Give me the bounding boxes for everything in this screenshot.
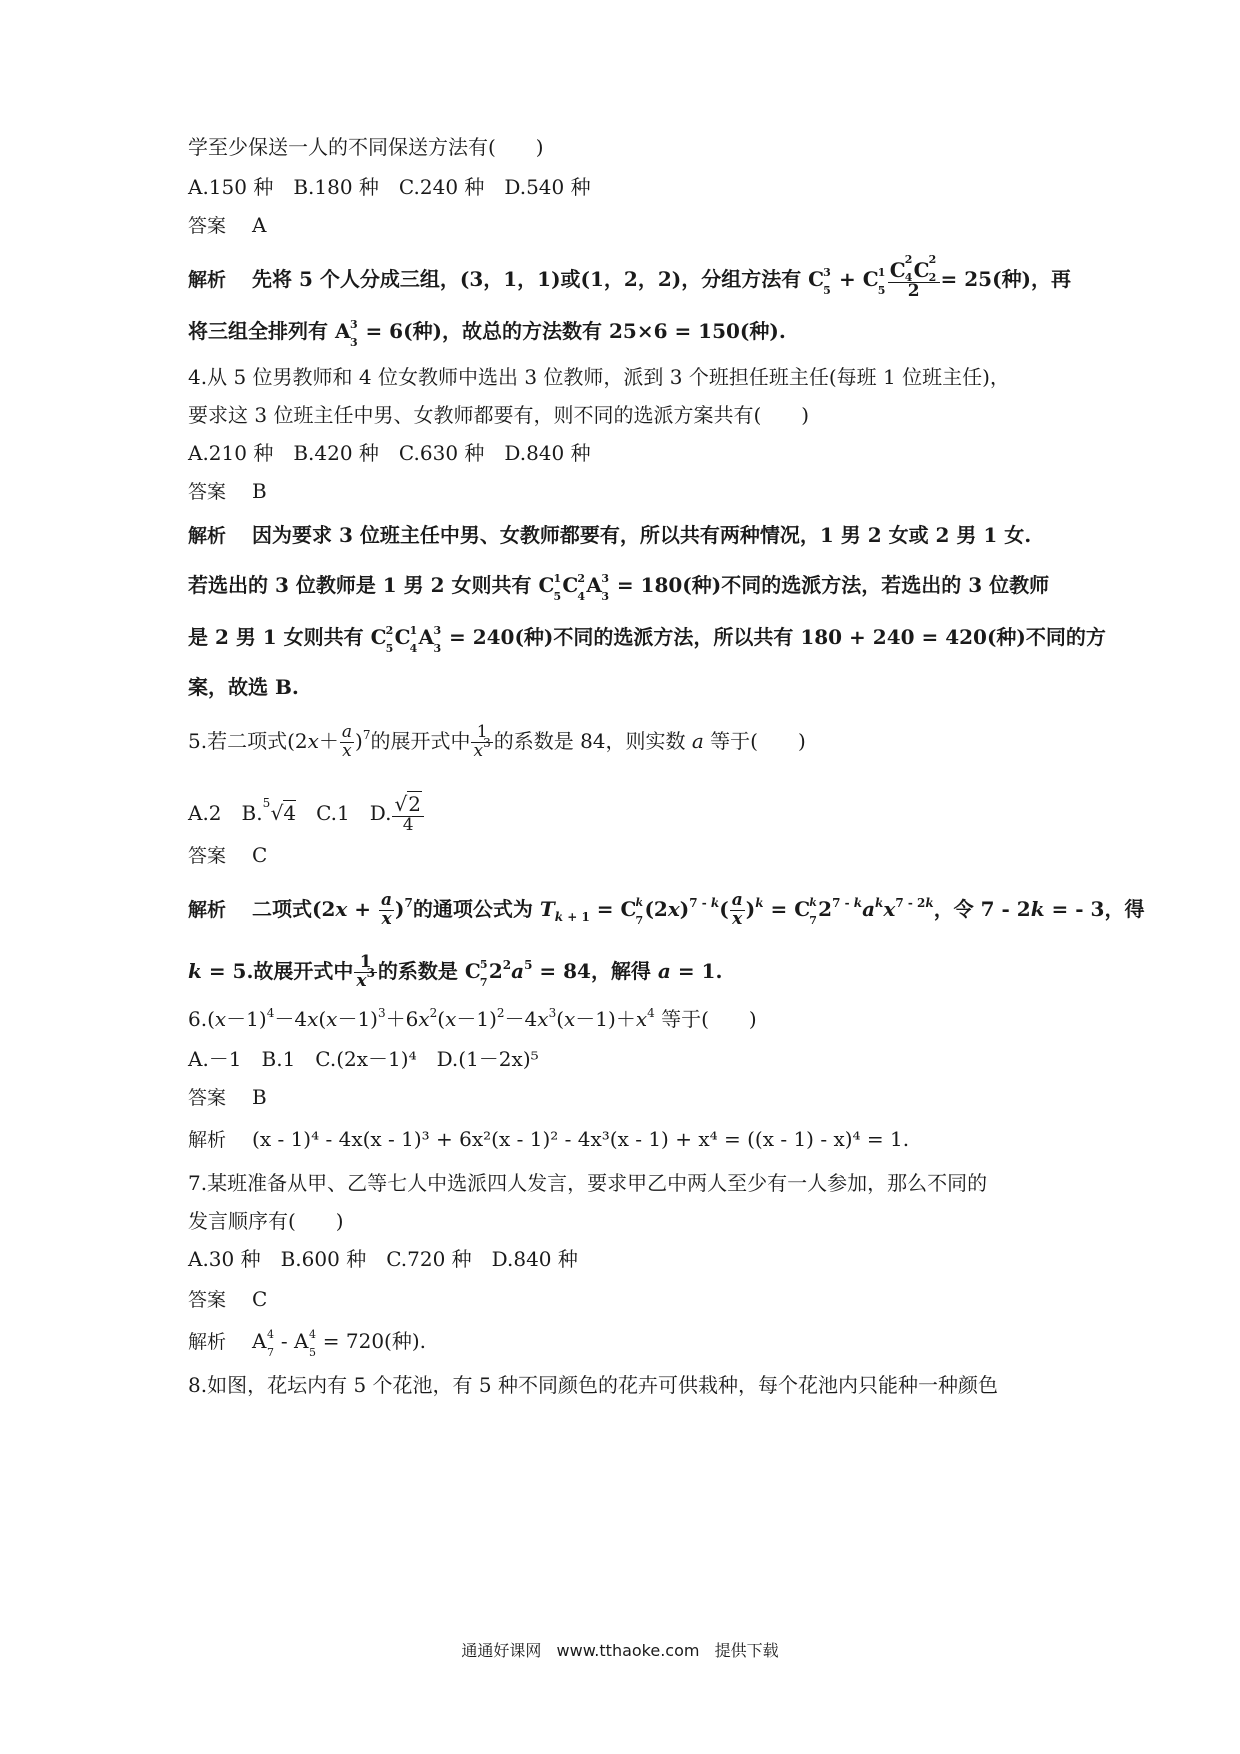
q5-options: A.2 B. 5 √4 C.1 D. $\frac{√2}{4}$	[188, 794, 425, 835]
answer-label: 答案	[188, 1087, 227, 1109]
answer-label: 答案	[188, 481, 227, 503]
q4-options: A.210 种 B.420 种 C.630 种 D.840 种	[188, 441, 591, 465]
math-combination: C 1 5	[862, 265, 886, 297]
q5-analysis-line1: 解析 二项式(2x + $\frac{a}{x}$ )$^7$的通项公式为 $T_{k + 1} = C$ k 7 $(2x)^{7 - k}$( $\frac{a}{x}$ )$^k$ = C k 7 $2^{7 - k}a^kx^{7 - 2k}$，令 7 - 2k = - 3，得	[188, 890, 1145, 929]
answer-value: C	[252, 1287, 268, 1311]
q3-options: A.150 种 B.180 种 C.240 种 D.540 种	[188, 175, 591, 199]
q4-analysis-line2: 若选出的 3 位教师是 1 男 2 女则共有 C 1 5 C 2 4 A 3 3 = 180(种)不同的选派方法，若选出的 3 位教师	[188, 572, 1050, 603]
q6-stem: $6.(x-1)^4-4x(x-1)^3+6x^2(x-1)^2-4x^3(x-1)+x^4$ 等于( )	[188, 1006, 757, 1031]
q5-stem: 5.若二项式(2x＋ $\frac{a}{x}$ )$^7$的展开式中 $\frac{1}{x^3}$ 的系数是 84，则实数 a 等于( )	[188, 722, 806, 761]
q3-analysis-line1: 解析 先将 5 个人分成三组，(3，1，1)或(1，2，2)，分组方法有 C 3 5 + C 1 5 C 2 4 C 2 2 2 = 25(种)，再	[188, 253, 1072, 301]
footer-tail: 提供下载	[714, 1641, 779, 1660]
q6-options: A.－1 B.1 C.(2x－1)⁴ D.(1－2x)⁵	[188, 1047, 539, 1071]
q7-analysis: 解析 A 4 7 - A 4 5 = 720(种).	[188, 1328, 427, 1359]
q7-stem-line2: 发言顺序有( )	[188, 1209, 344, 1233]
q7-options: A.30 种 B.600 种 C.720 种 D.840 种	[188, 1247, 578, 1271]
footer-url: www.tthaoke.com	[556, 1641, 700, 1660]
page-footer	[0, 1638, 1240, 1661]
answer-value: A	[252, 213, 267, 237]
footer-site: 通通好课网	[461, 1641, 542, 1660]
q3-answer	[188, 212, 266, 239]
q3-analysis-line2: 将三组全排列有 A 3 3 = 6(种)，故总的方法数有 25×6 = 150(种).	[188, 318, 786, 349]
q4-analysis-line4: 案，故选 B.	[188, 675, 299, 699]
analysis-label: 解析	[188, 1331, 227, 1353]
q5-answer	[188, 842, 267, 869]
q8-stem-line1: 8.如图，花坛内有 5 个花池，有 5 种不同颜色的花卉可供栽种，每个花池内只能种一种颜色	[188, 1373, 998, 1397]
q6-analysis: 解析 (x - 1)⁴ - 4x(x - 1)³ + 6x²(x - 1)² - 4x³(x - 1) + x⁴ = ((x - 1) - x)⁴ = 1.	[188, 1127, 910, 1151]
q4-analysis-line1: 解析 因为要求 3 位班主任中男、女教师都要有，所以共有两种情况，1 男 2 女或 2 男 1 女.	[188, 523, 1032, 547]
answer-value: C	[252, 843, 268, 867]
analysis-label: 解析	[188, 268, 227, 291]
math-arrangement: A 3 3	[334, 318, 358, 349]
answer-label: 答案	[188, 215, 227, 237]
q7-answer	[188, 1286, 267, 1313]
q4-analysis-line3: 是 2 男 1 女则共有 C 2 5 C 1 4 A 3 3 = 240(种)不同的选派方法，所以共有 180 + 240 = 420(种)不同的方	[188, 624, 1106, 655]
q3-stem: 学至少保送一人的不同保送方法有( )	[188, 135, 544, 159]
answer-label: 答案	[188, 1289, 227, 1311]
answer-label: 答案	[188, 845, 227, 867]
analysis-label: 解析	[188, 898, 227, 921]
q4-answer	[188, 478, 267, 505]
math-combination: C 3 5	[808, 265, 831, 297]
q6-answer	[188, 1084, 267, 1111]
analysis-label: 解析	[188, 525, 227, 547]
q4-stem-line2: 要求这 3 位班主任中男、女教师都要有，则不同的选派方案共有( )	[188, 403, 810, 427]
analysis-label: 解析	[188, 1129, 227, 1151]
answer-value: B	[252, 1085, 267, 1109]
q4-stem-line1: 4.从 5 位男教师和 4 位女教师中选出 3 位教师，派到 3 个班担任班主任(每班 1 位班主任)，	[188, 365, 1010, 389]
math-fraction: C 2 4 C 2 2 2	[888, 260, 940, 301]
math-fifth-root: 5 √4	[262, 795, 297, 825]
answer-value: B	[252, 479, 267, 503]
q7-stem-line1: 7.某班准备从甲、乙等七人中选派四人发言，要求甲乙中两人至少有一人参加，那么不同的	[188, 1171, 988, 1195]
q5-analysis-line2: k = 5.故展开式中 $\frac{1}{x^3}$ 的系数是 C 5 7 $2^2a^5 = 84$，解得 a = 1.	[188, 952, 723, 991]
